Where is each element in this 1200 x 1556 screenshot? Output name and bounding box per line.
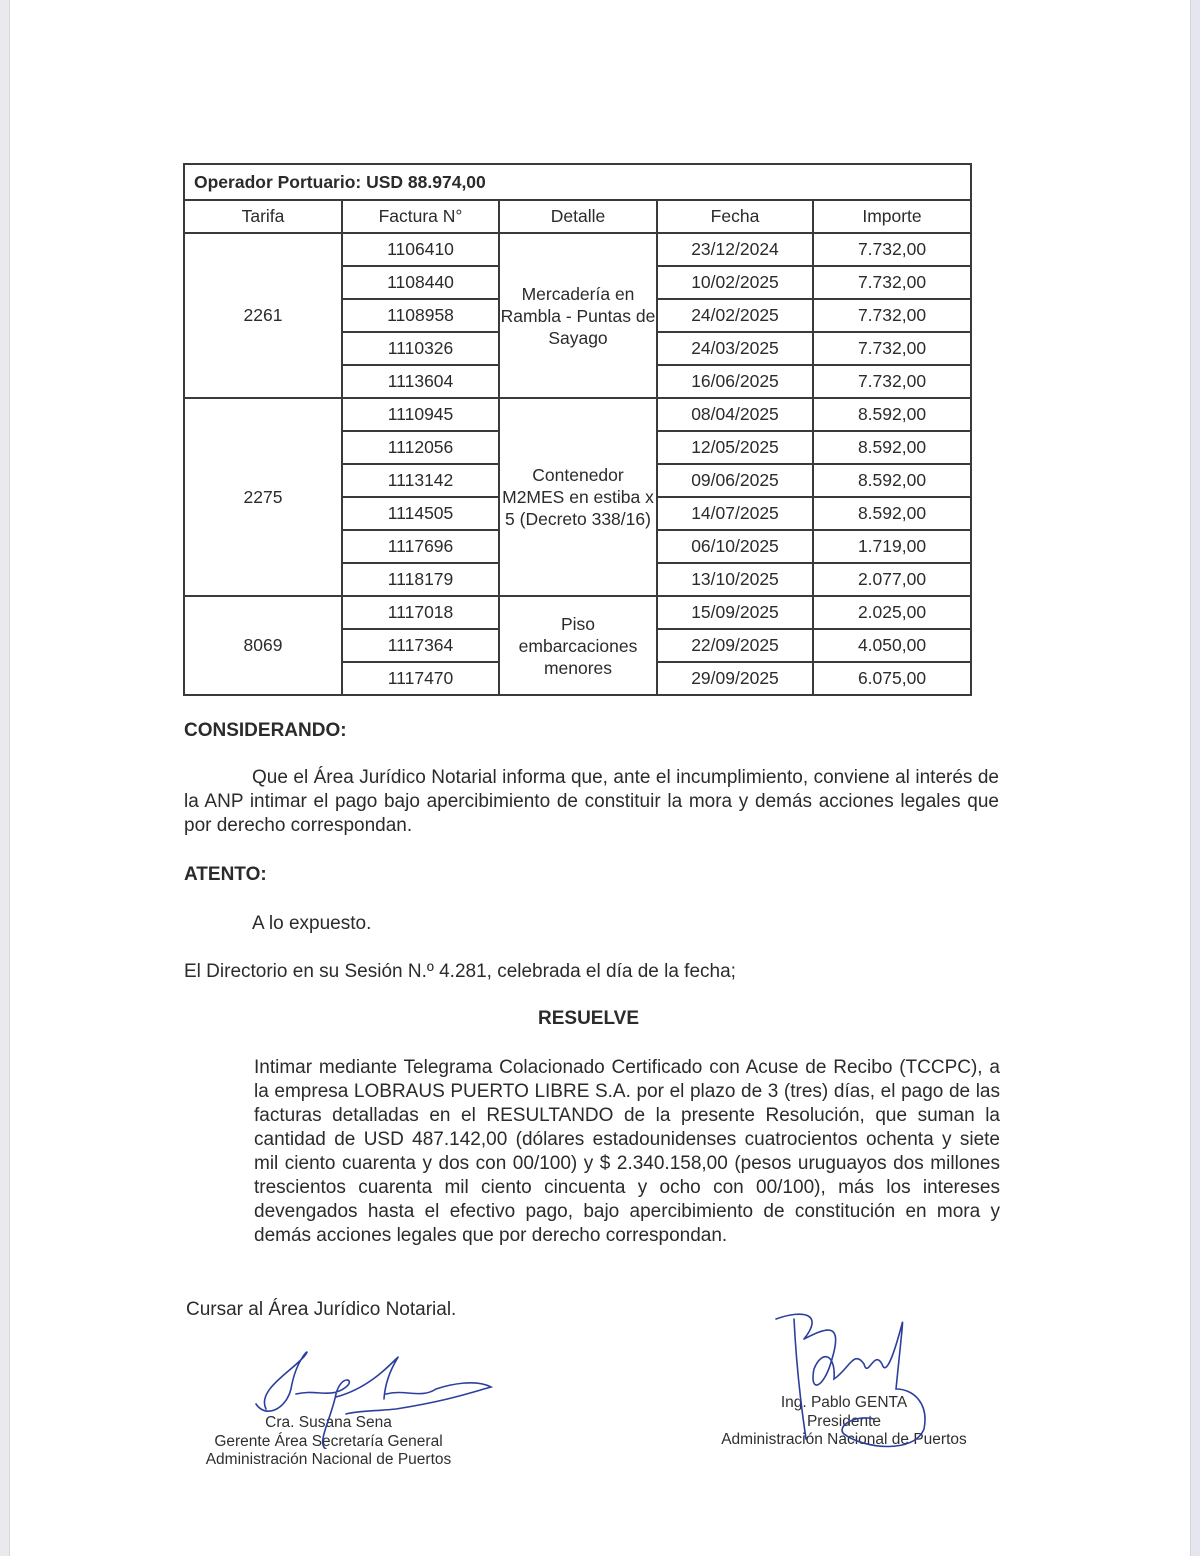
fecha-cell: 09/06/2025 [657,464,813,497]
importe-cell: 2.077,00 [813,563,971,596]
directorio-paragraph: El Directorio en su Sesión N.º 4.281, celebrada el día de la fecha; [184,961,736,982]
detalle-cell: Piso embarcaciones menores [499,596,657,695]
importe-cell: 1.719,00 [813,530,971,563]
atento-paragraph: A lo expuesto. [252,913,372,934]
signature-block-left [186,1414,471,1470]
resuelve-paragraph: Intimar mediante Telegrama Colacionado Certificado con Acuse de Recibo (TCCPC), a la empresa LOBRAUS PUERTO LIBRE S.A. por el plazo de 3 (tres) días, el pago de las facturas detalladas en el RESULTANDO de la presente Resolución, que suman la cantidad de USD 487.142,00 (dólares estadounidenses cuatrocientos ochenta y siete mil ciento cuarenta y dos con 00/100) y $ 2.340.158,00 (pesos uruguayos dos millones trescientos cuarenta mil ciento cincuenta y ocho con 00/100), más los intereses devengados hasta el efectivo pago, bajo apercibimiento de constitución en mora y demás acciones legales que por derecho correspondan. [254,1057,1000,1246]
header-importe: Importe [813,200,971,233]
table-row [184,398,971,431]
importe-cell: 7.732,00 [813,365,971,398]
importe-cell: 8.592,00 [813,497,971,530]
invoice-table [183,163,972,696]
importe-cell: 7.732,00 [813,332,971,365]
fecha-cell: 24/03/2025 [657,332,813,365]
factura-cell: 1108958 [342,299,499,332]
signature-block-right [704,1394,984,1450]
header-tarifa: Tarifa [184,200,342,233]
resuelve-heading: RESUELVE [538,1008,640,1029]
factura-cell: 1118179 [342,563,499,596]
page-edge-left [0,0,10,1556]
importe-cell: 6.075,00 [813,662,971,695]
factura-cell: 1108440 [342,266,499,299]
fecha-cell: 08/04/2025 [657,398,813,431]
detalle-cell: Mercadería en Rambla - Puntas de Sayago [499,233,657,398]
factura-cell: 1110326 [342,332,499,365]
fecha-cell: 23/12/2024 [657,233,813,266]
signer-name-right: Ing. Pablo GENTA [780,1394,908,1411]
factura-cell: 1117018 [342,596,499,629]
factura-cell: 1117696 [342,530,499,563]
table-header-row [184,200,971,233]
considerando-paragraph: Que el Área Jurídico Notarial informa que, ante el incumplimiento, conviene al interés de la ANP intimar el pago bajo apercibimiento de constituir la mora y demás acciones legales que por derecho correspondan. [184,767,999,836]
tarifa-cell: 2261 [184,233,342,398]
factura-cell: 1113142 [342,464,499,497]
table-row [184,596,971,629]
importe-cell: 8.592,00 [813,398,971,431]
fecha-cell: 10/02/2025 [657,266,813,299]
tarifa-cell: 8069 [184,596,342,695]
detalle-cell: Contenedor M2MES en estiba x 5 (Decreto 338/16) [499,398,657,596]
factura-cell: 1114505 [342,497,499,530]
importe-cell: 7.732,00 [813,233,971,266]
fecha-cell: 29/09/2025 [657,662,813,695]
fecha-cell: 15/09/2025 [657,596,813,629]
table-title: Operador Portuario: USD 88.974,00 [184,164,971,200]
tarifa-cell: 2275 [184,398,342,596]
factura-cell: 1106410 [342,233,499,266]
factura-cell: 1117470 [342,662,499,695]
fecha-cell: 13/10/2025 [657,563,813,596]
signer-org-right: Administración Nacional de Puertos [721,1431,967,1448]
header-factura: Factura N° [342,200,499,233]
fecha-cell: 16/06/2025 [657,365,813,398]
signer-org-left: Administración Nacional de Puertos [205,1451,452,1468]
cursar-paragraph: Cursar al Área Jurídico Notarial. [186,1299,457,1320]
importe-cell: 2.025,00 [813,596,971,629]
importe-cell: 7.732,00 [813,266,971,299]
importe-cell: 8.592,00 [813,464,971,497]
fecha-cell: 22/09/2025 [657,629,813,662]
page-edge-right [1190,0,1200,1556]
header-fecha: Fecha [657,200,813,233]
signer-name-left: Cra. Susana Sena [265,1414,392,1431]
factura-cell: 1110945 [342,398,499,431]
header-detalle: Detalle [499,200,657,233]
signer-role-right: Presidente [806,1412,882,1430]
fecha-cell: 12/05/2025 [657,431,813,464]
fecha-cell: 24/02/2025 [657,299,813,332]
fecha-cell: 14/07/2025 [657,497,813,530]
atento-heading: ATENTO: [184,864,267,885]
factura-cell: 1117364 [342,629,499,662]
factura-cell: 1112056 [342,431,499,464]
factura-cell: 1113604 [342,365,499,398]
signer-role-left: Gerente Área Secretaría General [214,1432,443,1450]
table-row [184,233,971,266]
considerando-heading: CONSIDERANDO: [184,720,347,741]
fecha-cell: 06/10/2025 [657,530,813,563]
importe-cell: 8.592,00 [813,431,971,464]
importe-cell: 7.732,00 [813,299,971,332]
importe-cell: 4.050,00 [813,629,971,662]
